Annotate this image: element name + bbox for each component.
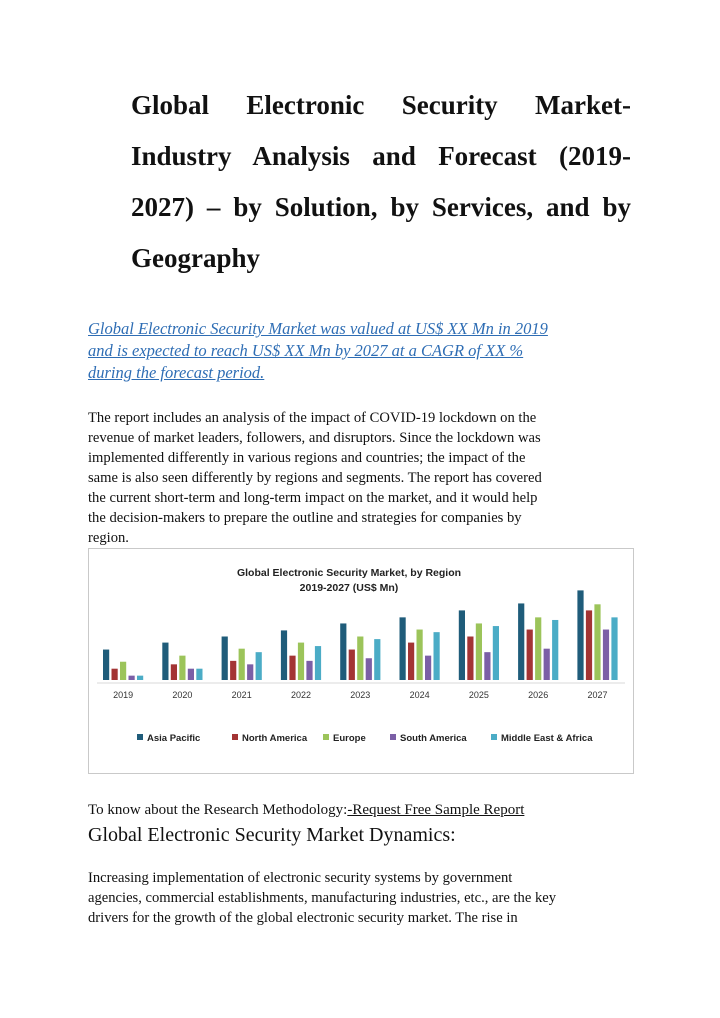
title-line: Industry Analysis and Forecast (2019-: [131, 141, 631, 171]
region-chart: [88, 548, 634, 774]
lead-line[interactable]: Global Electronic Security Market was valued at US$ XX Mn in 2019: [88, 319, 548, 338]
bar-south-america-2023: [366, 658, 372, 680]
chart-subtitle: 2019-2027 (US$ Mn): [299, 582, 399, 594]
bar-europe-2026: [535, 617, 541, 680]
bar-north-america-2019: [112, 669, 118, 680]
sample-report-link[interactable]: -Request Free Sample Report: [347, 802, 525, 818]
x-tick-label: 2022: [290, 690, 312, 700]
x-tick-label: 2021: [231, 690, 252, 700]
bar-asia-pacific-2026: [518, 603, 524, 680]
title-line: 2027) – by Solution, by Services, and by: [131, 192, 631, 222]
bar-middle-east-africa-2023: [374, 639, 380, 680]
bar-south-america-2025: [484, 652, 490, 680]
bar-europe-2024: [417, 630, 423, 680]
paragraph-line: region.: [88, 530, 129, 546]
document-title: [131, 80, 631, 284]
bar-asia-pacific-2021: [222, 637, 228, 681]
bar-middle-east-africa-2027: [611, 617, 617, 680]
legend-label: Asia Pacific: [147, 733, 201, 744]
bar-middle-east-africa-2022: [315, 646, 321, 680]
bar-south-america-2019: [129, 676, 135, 680]
title-line: Geography: [131, 243, 261, 273]
legend-label: Middle East & Africa: [501, 733, 593, 744]
lead-link[interactable]: [88, 318, 648, 384]
lead-line[interactable]: during the forecast period.: [88, 363, 265, 382]
x-tick-label: 2026: [528, 690, 549, 700]
bar-asia-pacific-2027: [577, 590, 583, 680]
chart-svg: [89, 549, 633, 773]
paragraph-line: revenue of market leaders, followers, and disruptors. Since the lockdown was: [88, 430, 541, 446]
section-heading: Global Electronic Security Market Dynamics:: [88, 824, 456, 846]
x-axis-ticks: [113, 690, 607, 700]
bar-asia-pacific-2024: [400, 617, 406, 680]
bar-asia-pacific-2020: [162, 643, 168, 680]
bar-north-america-2022: [289, 656, 295, 680]
legend-swatch: [390, 734, 396, 740]
legend-label: North America: [242, 733, 308, 744]
bar-europe-2025: [476, 623, 482, 680]
paragraph-line: implemented differently in various regions and countries; the impact of the: [88, 450, 526, 466]
bar-middle-east-africa-2019: [137, 676, 143, 680]
bar-asia-pacific-2022: [281, 630, 287, 680]
x-tick-label: 2020: [172, 690, 193, 700]
paragraph-line: Increasing implementation of electronic security systems by government: [88, 870, 513, 886]
paragraph-line: same is also seen differently by regions and segments. The report has covered: [88, 470, 542, 486]
x-tick-label: 2025: [468, 690, 489, 700]
bar-middle-east-africa-2026: [552, 620, 558, 680]
paragraph-line: The report includes an analysis of the impact of COVID-19 lockdown on the: [88, 410, 537, 426]
legend-swatch: [491, 734, 497, 740]
paragraph-line: the current short-term and long-term impact on the market, and it would help: [88, 490, 538, 506]
x-tick-label: 2027: [587, 690, 608, 700]
bar-north-america-2025: [467, 637, 473, 681]
bar-europe-2023: [357, 637, 363, 681]
legend-label: South America: [400, 733, 467, 744]
bar-north-america-2023: [349, 650, 355, 680]
bar-north-america-2020: [171, 664, 177, 680]
methodology-prefix: To know about the Research Methodology:: [88, 802, 348, 818]
bar-middle-east-africa-2024: [434, 632, 440, 680]
dynamics-paragraph: [88, 868, 648, 928]
bar-middle-east-africa-2021: [256, 652, 262, 680]
paragraph-line: drivers for the growth of the global electronic security market. The rise in: [88, 910, 518, 926]
legend-label: Europe: [333, 733, 366, 744]
paragraph-line: the decision-makers to prepare the outline and strategies for companies by: [88, 510, 522, 526]
title-line: Global Electronic Security Market-: [131, 90, 631, 120]
bar-europe-2019: [120, 662, 126, 680]
bar-south-america-2027: [603, 630, 609, 680]
bar-south-america-2024: [425, 656, 431, 680]
bar-south-america-2026: [544, 649, 550, 680]
lead-line[interactable]: and is expected to reach US$ XX Mn by 2027 at a CAGR of XX %: [88, 341, 524, 360]
methodology-line: [88, 802, 524, 819]
x-tick-label: 2019: [113, 690, 134, 700]
bar-middle-east-africa-2025: [493, 626, 499, 680]
paragraph-line: agencies, commercial establishments, manufacturing industries, etc., are the key: [88, 890, 557, 906]
bar-south-america-2021: [247, 664, 253, 680]
x-tick-label: 2023: [350, 690, 371, 700]
chart-title: Global Electronic Security Market, by Region: [236, 567, 462, 579]
intro-paragraph: [88, 408, 648, 548]
bar-asia-pacific-2025: [459, 610, 465, 680]
bar-north-america-2024: [408, 643, 414, 680]
bar-south-america-2020: [188, 669, 194, 680]
bar-middle-east-africa-2020: [196, 669, 202, 680]
bar-north-america-2021: [230, 661, 236, 680]
chart-bars: [103, 590, 618, 680]
bar-asia-pacific-2019: [103, 650, 109, 680]
legend-swatch: [137, 734, 143, 740]
legend-swatch: [232, 734, 238, 740]
bar-asia-pacific-2023: [340, 623, 346, 680]
bar-north-america-2026: [527, 630, 533, 680]
x-tick-label: 2024: [409, 690, 430, 700]
legend-swatch: [323, 734, 329, 740]
bar-north-america-2027: [586, 610, 592, 680]
bar-europe-2027: [594, 604, 600, 680]
bar-europe-2022: [298, 643, 304, 680]
chart-legend: [137, 733, 593, 744]
bar-south-america-2022: [306, 661, 312, 680]
bar-europe-2020: [179, 656, 185, 680]
bar-europe-2021: [239, 649, 245, 680]
